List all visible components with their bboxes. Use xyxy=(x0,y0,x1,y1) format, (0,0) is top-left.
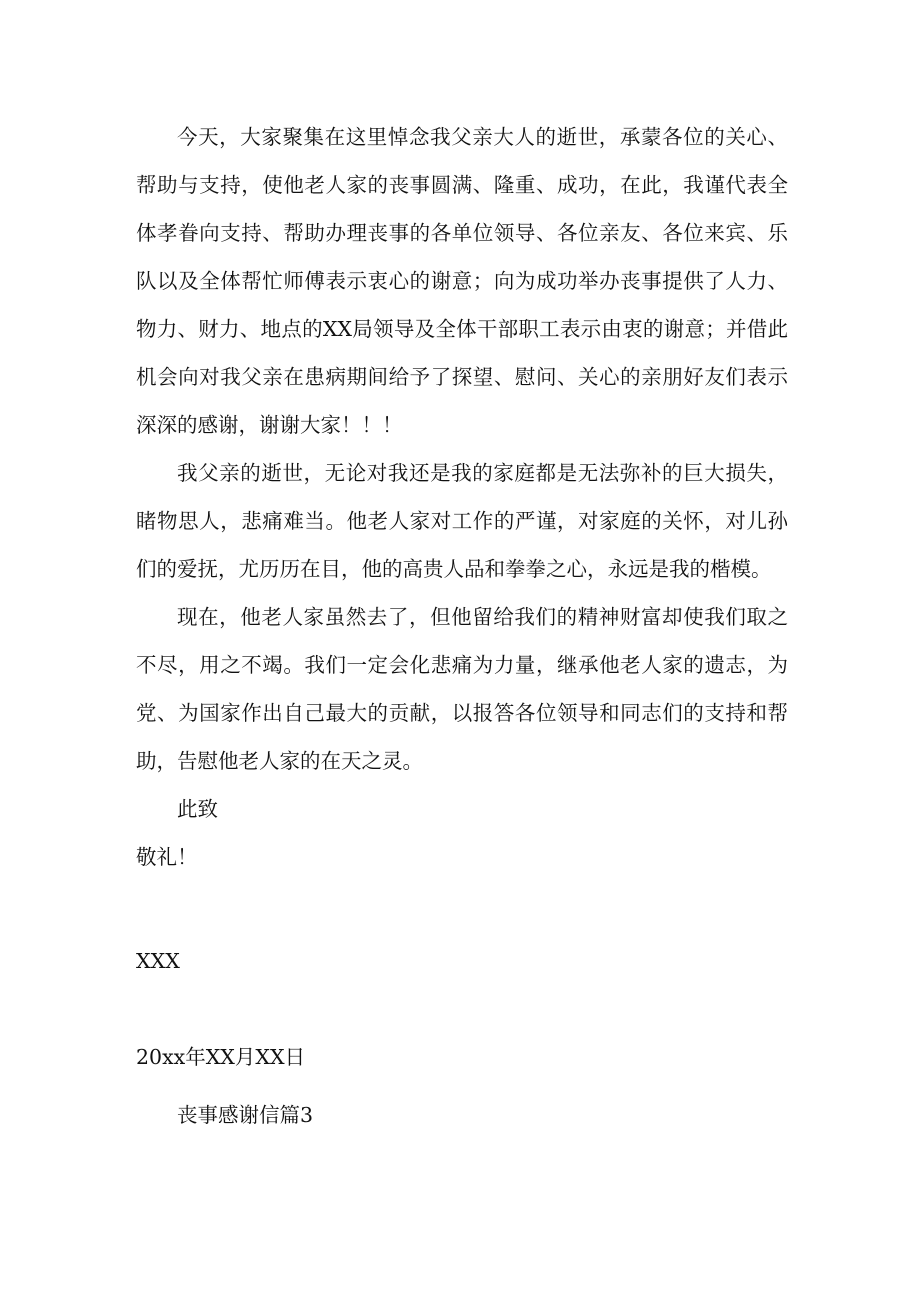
paragraph-loss: 我父亲的逝世，无论对我还是我的家庭都是无法弥补的巨大损失，睹物思人，悲痛难当。他老人家对工作的严谨，对家庭的关怀，对儿孙们的爱抚，尤历历在目，他的高贵人品和拳拳之心，永远是我的楷模。 xyxy=(136,461,788,581)
next-section-title: 丧事感谢信篇3 xyxy=(177,1103,314,1127)
letter-date: 20xx年XX月XX日 xyxy=(136,1045,306,1069)
paragraph-legacy: 现在，他老人家虽然去了，但他留给我们的精神财富却使我们取之不尽，用之不竭。我们一定会化悲痛为力量，继承他老人家的遗志，为党、为国家作出自己最大的贡献，以报答各位领导和同志们的支持和帮助，告慰他老人家的在天之灵。 xyxy=(136,605,788,773)
paragraph-thanks: 今天，大家聚集在这里悼念我父亲大人的逝世，承蒙各位的关心、帮助与支持，使他老人家的丧事圆满、隆重、成功，在此，我谨代表全体孝眷向支持、帮助办理丧事的各单位领导、各位亲友、各位来宾、乐队以及全体帮忙师傅表示衷心的谢意；向为成功举办丧事提供了人力、物力、财力、地点的XX局领导及全体干部职工表示由衷的谢意；并借此机会向对我父亲在患病期间给予了探望、慰问、关心的亲朋好友们表示深深的感谢，谢谢大家！！！ xyxy=(136,125,788,437)
signer-name: XXX xyxy=(136,949,180,973)
salutation-text: 敬礼！ xyxy=(136,845,198,869)
closing-text: 此致 xyxy=(177,797,218,821)
